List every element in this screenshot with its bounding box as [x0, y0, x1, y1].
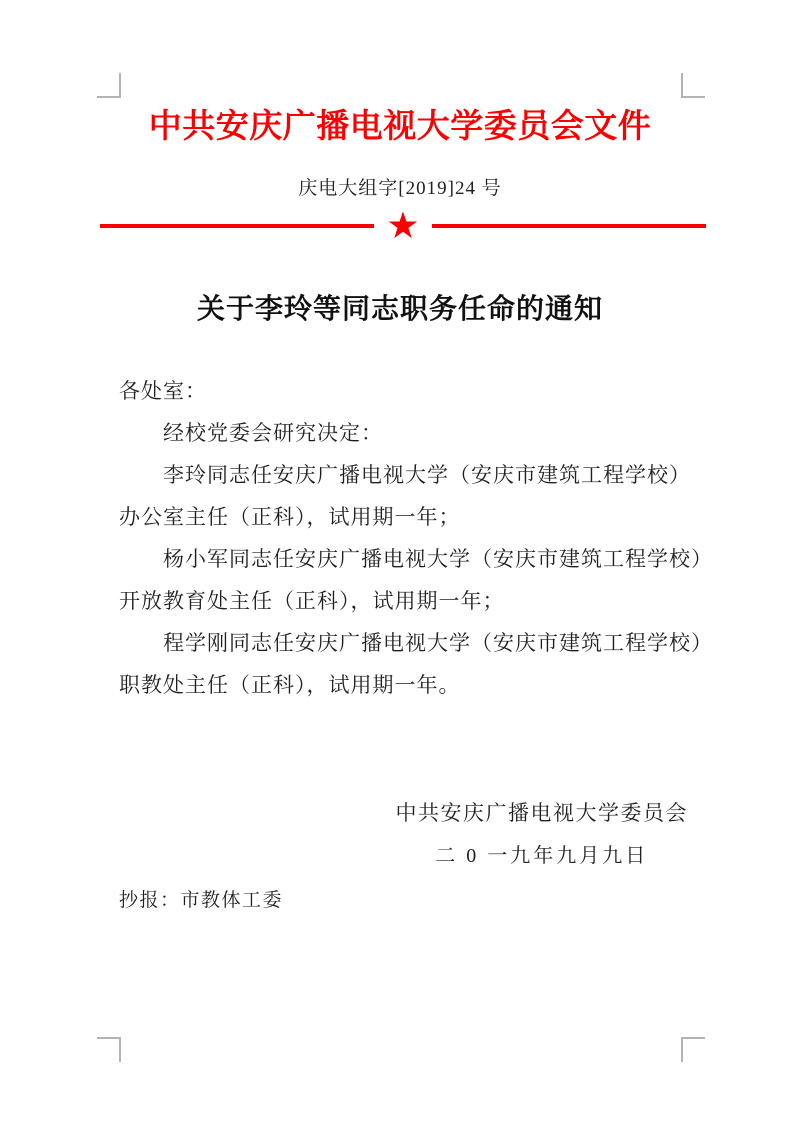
- body-line: 经校党委会研究决定：: [163, 421, 383, 445]
- red-divider: [100, 206, 706, 246]
- crop-mark-top-right: [681, 73, 705, 98]
- body-line: 职教处主任（正科），试用期一年。: [119, 673, 461, 697]
- body-line: 办公室主任（正科），试用期一年；: [119, 505, 461, 529]
- signature-block: [396, 797, 689, 884]
- signature-org: 中共安庆广播电视大学委员会: [395, 801, 688, 825]
- crop-mark-top-left: [97, 73, 121, 98]
- star-icon: ★: [386, 204, 420, 247]
- divider-line-right: [432, 224, 706, 228]
- letterhead-org-title: 中共安庆广播电视大学委员会文件: [148, 109, 652, 145]
- divider-line-left: [100, 224, 374, 228]
- body-line: 开放教育处主任（正科），试用期一年；: [119, 589, 505, 613]
- crop-mark-bottom-left: [97, 1037, 121, 1062]
- copy-to-line: 抄报：市教体工委: [119, 890, 284, 911]
- doc-number: 庆电大组字[2019]24 号: [298, 178, 502, 199]
- signature-date: 二 0 一九年九月九日: [435, 845, 649, 867]
- document-title: 关于李玲等同志职务任命的通知: [196, 293, 603, 324]
- body-line: 李玲同志任安庆广播电视大学（安庆市建筑工程学校）: [163, 463, 691, 487]
- document-body: [119, 370, 713, 706]
- body-line: 杨小军同志任安庆广播电视大学（安庆市建筑工程学校）: [163, 547, 713, 571]
- body-line: 程学刚同志任安庆广播电视大学（安庆市建筑工程学校）: [163, 631, 713, 655]
- crop-mark-bottom-right: [681, 1037, 705, 1062]
- body-line: 各处室：: [119, 379, 207, 403]
